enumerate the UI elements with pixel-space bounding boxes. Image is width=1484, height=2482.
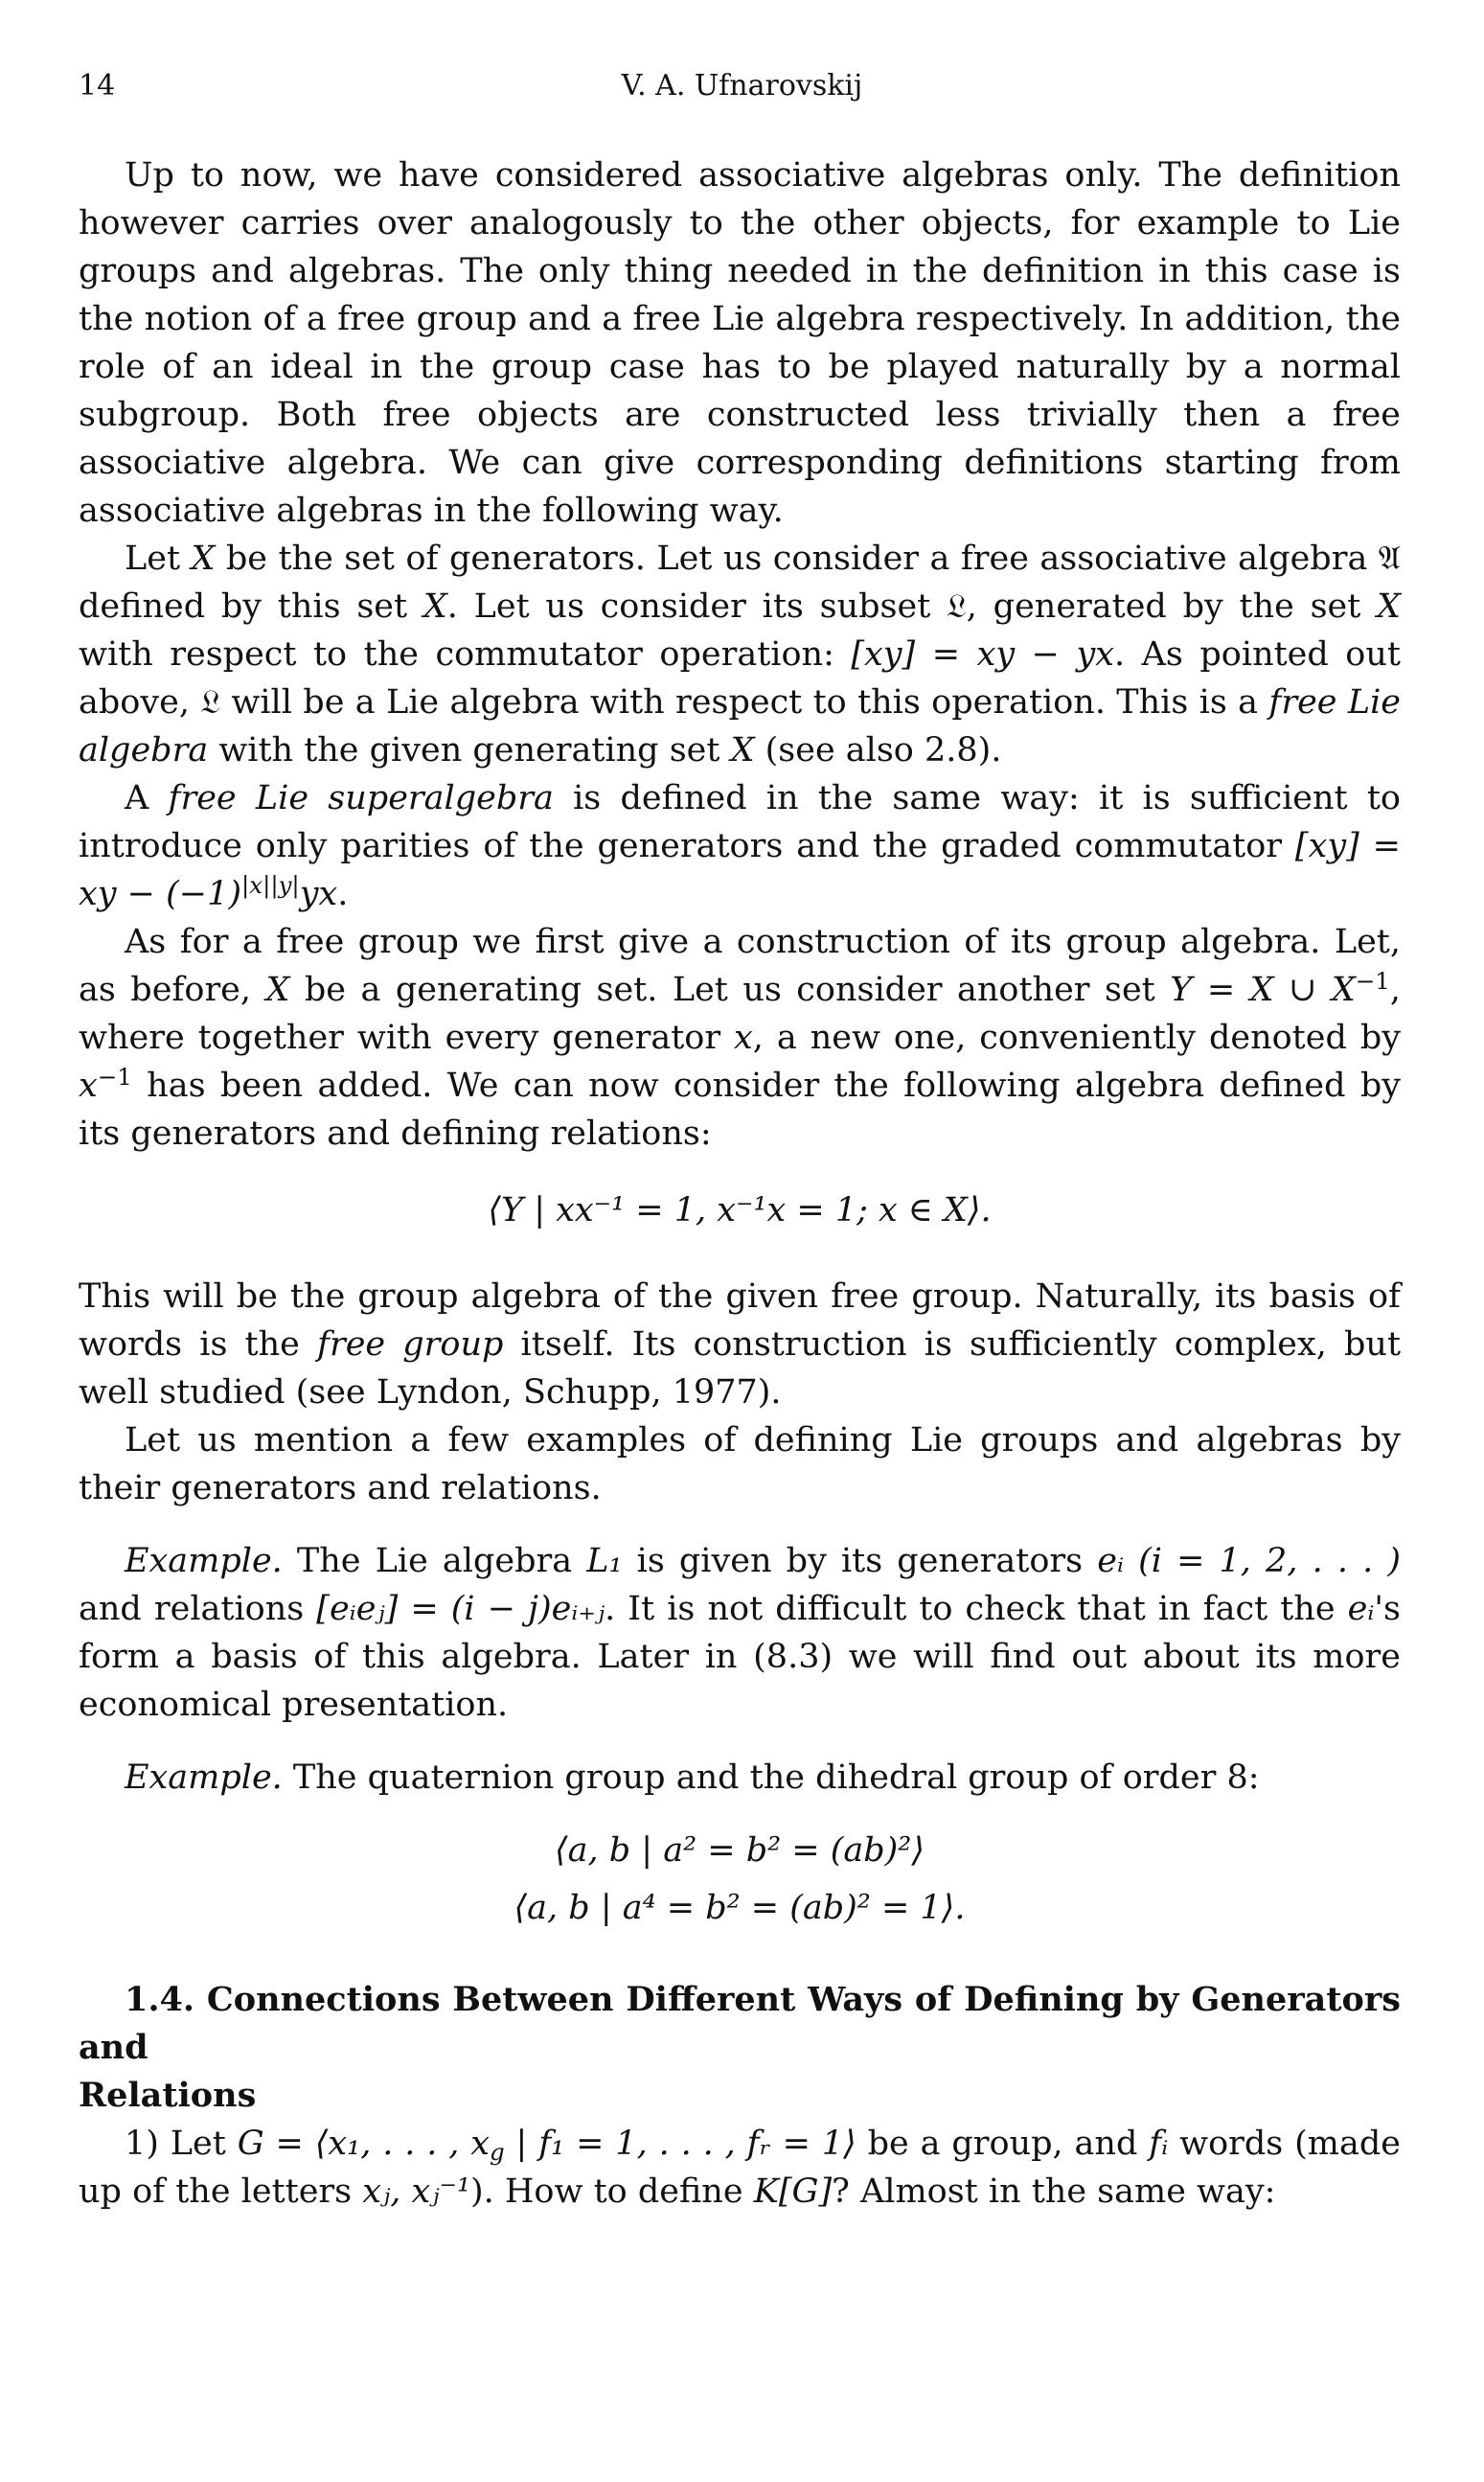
paragraph-intro: Up to now, we have considered associative algebras only. The definition however carries over analogously to the other objects, for example to Lie groups and algebras. The only thing needed in the definition in this case is the notion of a free group and a free Lie algebra respectively. In addition, the role of an ideal in the group case has to be played naturally by a normal subgroup. Both free objects are constructed less trivially then a free associative algebra. We can give corresponding definitions starting from associative algebras in the following way. xyxy=(79,156,1401,530)
running-title: V. A. Ufnarovskij xyxy=(621,69,863,103)
term-free-lie-algebra: free Lie algebra xyxy=(79,683,1401,770)
body-text xyxy=(79,151,1401,2216)
example-label: Example. xyxy=(125,1758,283,1797)
paragraph-connections: 1) Let G = ⟨x₁, . . . , $x_g$ | f₁ = 1, . . . , fᵣ = 1⟩ be a group, and fᵢ words (made up of the letters xⱼ, xⱼ⁻¹). How to define K[G]? Almost in the same way: xyxy=(79,2125,1401,2211)
example-label: Example. xyxy=(125,1542,283,1580)
page-header xyxy=(79,69,1405,107)
paragraph-free-group: As for a free group we first give a construction of its group algebra. Let, as before, X be a generating set. Let us consider another set Y = X ∪ $X^{-1}$, where together with every generator x, a new one, conveniently denoted by $x^{-1}$ has been added. We can now consider the following algebra defined by its generators and defining relations: xyxy=(79,923,1401,1153)
example-lie-algebra: Example. The Lie algebra L₁ is given by its generators eᵢ (i = 1, 2, . . . ) and relations [eᵢeⱼ] = (i − j)eᵢ₊ⱼ. It is not difficult to check that in fact the eᵢ's form a basis of this algebra. Later in (8.3) we will find out about its more economical presentation. xyxy=(79,1542,1401,1724)
paragraph-lie-superalgebra: A free Lie superalgebra is defined in the same way: it is sufficient to introduce only parities of the generators and the graded commutator [xy] = xy − $(-1)^{|x||y|}yx$. xyxy=(79,779,1402,913)
term-free-lie-superalgebra: free Lie superalgebra xyxy=(168,779,554,817)
paragraph-examples-intro: Let us mention a few examples of defining Lie groups and algebras by their generators and relations. xyxy=(79,1421,1401,1507)
page-number: 14 xyxy=(79,69,116,103)
section-heading: 1.4. Connections Between Different Ways of Defining by Generators and Relations xyxy=(79,1980,1401,2115)
formula-quaternion-group: ⟨a, b | a² = b² = (ab)²⟩ xyxy=(555,1831,925,1870)
paragraph-group-algebra: This will be the group algebra of the given free group. Naturally, its basis of words is the free group itself. Its construction is sufficiently complex, but well studied (see Lyndon, Schupp, 1977). xyxy=(79,1277,1402,1412)
paragraph-free-lie-algebra: Let X be the set of generators. Let us consider a free associative algebra 𝔄 defined by this set X. Let us consider its subset 𝔏, generated by the set X with respect to the commutator operation: [xy] = xy − yx. As pointed out above, 𝔏 will be a Lie algebra with respect to this operation. This is a free Lie algebra with the given generating set X (see also 2.8). xyxy=(79,540,1401,770)
term-free-group: free group xyxy=(317,1325,504,1364)
example-quaternion: Example. The quaternion group and the dihedral group of order 8: xyxy=(125,1758,1260,1797)
display-formula-groups xyxy=(79,1827,1401,1932)
formula-dihedral-group: ⟨a, b | a⁴ = b² = (ab)² = 1⟩. xyxy=(514,1889,966,1927)
display-formula-group-algebra: ⟨Y | xx⁻¹ = 1, x⁻¹x = 1; x ∈ X⟩. xyxy=(488,1191,992,1230)
